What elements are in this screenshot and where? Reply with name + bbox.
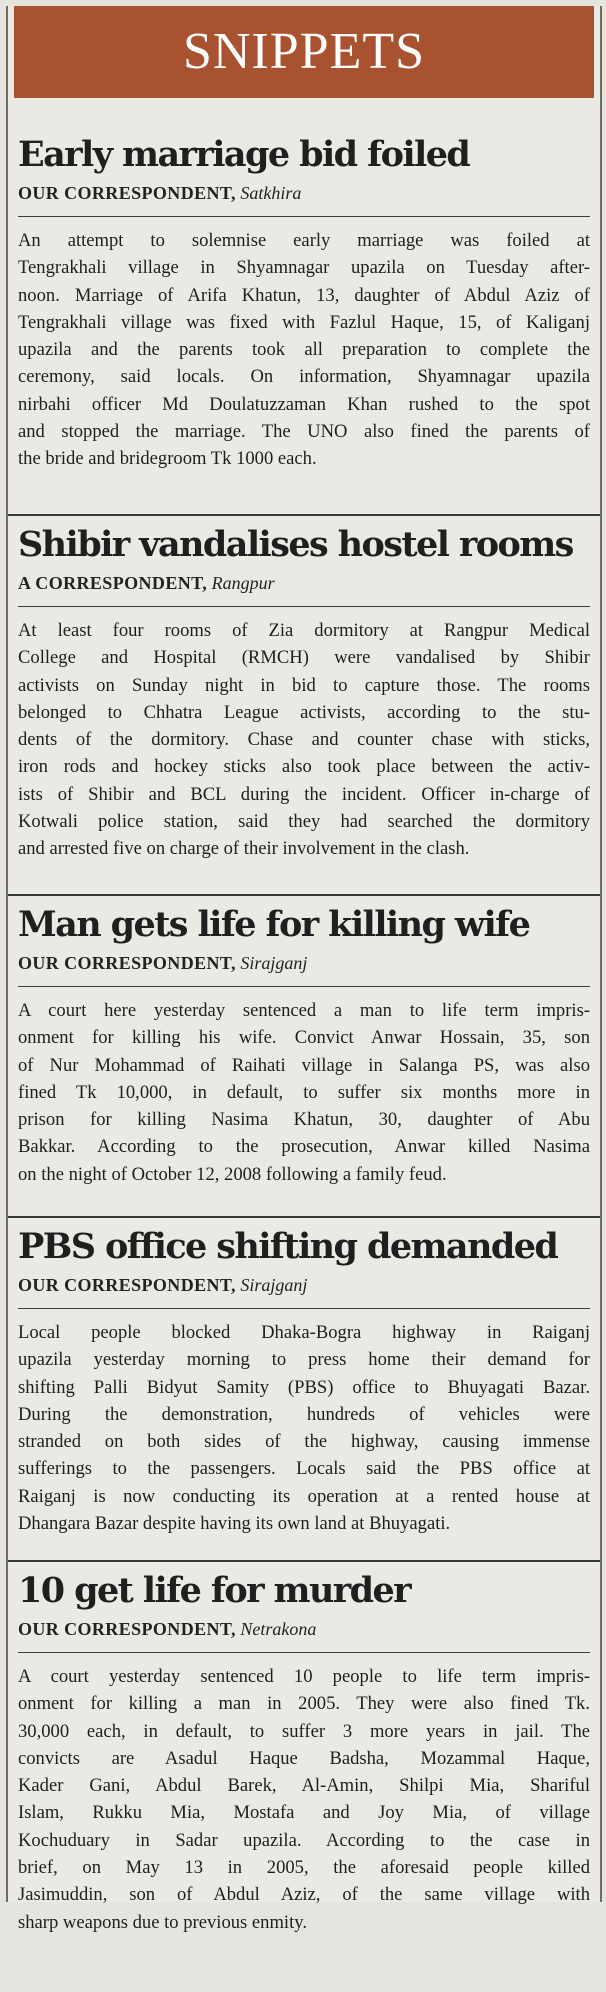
body-line: 30,000 each, in default, to suffer 3 more years in jail. The: [18, 1720, 590, 1742]
body-line: A court here yesterday sentenced a man to life term impris-: [18, 1000, 590, 1021]
body-line: activists on Sunday night in bid to capture those. The rooms: [18, 674, 590, 696]
body-line: on the night of October 12, 2008 following a family feud.: [18, 1163, 447, 1185]
body-line: shifting Palli Bidyut Samity (PBS) office to Bhuyagati Bazar.: [18, 1376, 590, 1398]
body-line: College and Hospital (RMCH) were vandalised by Shibir: [18, 647, 590, 669]
body-line: Tengrakhali village was fixed with Fazlul Haque, 15, of Kaliganj: [18, 311, 590, 333]
story-early-marriage: [8, 98, 600, 516]
byline-place: Rangpur: [211, 573, 275, 593]
byline-place: Sirajganj: [240, 953, 308, 973]
story-man-life-sentence: [8, 896, 600, 1218]
body-line: onment for killing a man in 2005. They were also fined Tk.: [18, 1693, 590, 1715]
body-line: noon. Marriage of Arifa Khatun, 13, daughter of Abdul Aziz of: [18, 284, 590, 306]
body-line: stranded on both sides of the highway, causing immense: [18, 1431, 590, 1453]
story-headline: 10 get life for murder: [18, 1570, 411, 1611]
story-body: [18, 607, 590, 863]
body-line: Kader Gani, Abdul Barek, Al-Amin, Shilpi Mia, Shariful: [18, 1775, 590, 1797]
story-byline: [18, 568, 590, 598]
body-line: Local people blocked Dhaka-Bogra highway in Raiganj: [18, 1322, 590, 1343]
snippets-page: [6, 6, 602, 1933]
story-ten-life-sentence: [8, 1562, 600, 1992]
body-line: At least four rooms of Zia dormitory at Rangpur Medical: [18, 620, 590, 641]
body-line: belonged to Chhatra League activists, according to the stu-: [18, 701, 590, 723]
story-headline: Early marriage bid foiled: [18, 134, 470, 175]
body-line: Islam, Rukku Mia, Mostafa and Joy Mia, of village: [18, 1802, 590, 1824]
body-line: upazila yesterday morning to press home their demand for: [18, 1349, 590, 1371]
story-body: [18, 217, 590, 473]
section-banner: [14, 6, 594, 98]
body-line: of Nur Mohammad of Raihati village in Salanga PS, was also: [18, 1054, 590, 1076]
body-line: brief, on May 13 in 2005, the aforesaid people killed: [18, 1857, 590, 1879]
body-line: prison for killing Nasima Khatun, 30, daughter of Abu: [18, 1109, 590, 1131]
byline-place: Sirajganj: [240, 1275, 308, 1295]
body-line: Tengrakhali village in Shyamnagar upazila on Tuesday after-: [18, 257, 590, 279]
story-byline: [18, 178, 590, 208]
story-byline: [18, 948, 590, 978]
body-line: During the demonstration, hundreds of vehicles were: [18, 1403, 590, 1425]
body-line: Bakkar. According to the prosecution, Anwar killed Nasima: [18, 1136, 590, 1158]
story-byline: [18, 1614, 590, 1644]
story-headline: Man gets life for killing wife: [18, 904, 530, 945]
body-line: Jasimuddin, son of Abdul Aziz, of the same village with: [18, 1884, 590, 1906]
byline-correspondent: OUR CORRESPONDENT,: [18, 1275, 236, 1295]
story-body: [18, 1653, 590, 1936]
body-line: onment for killing his wife. Convict Anwar Hossain, 35, son: [18, 1027, 590, 1049]
byline-correspondent: OUR CORRESPONDENT,: [18, 953, 236, 973]
byline-correspondent: OUR CORRESPONDENT,: [18, 183, 236, 203]
body-line: Kotwali police station, said they had searched the dormitory: [18, 811, 590, 833]
body-line: A court yesterday sentenced 10 people to life term impris-: [18, 1666, 590, 1687]
story-byline: [18, 1270, 590, 1300]
body-line: ists of Shibir and BCL during the incident. Officer in-charge of: [18, 783, 590, 805]
body-line: Kochuduary in Sadar upazila. According to the case in: [18, 1829, 590, 1851]
story-shibir-vandalism: [8, 516, 600, 896]
body-line: upazila and the parents took all preparation to complete the: [18, 339, 590, 361]
body-line: Dhangara Bazar despite having its own land at Bhuyagati.: [18, 1513, 451, 1535]
byline-place: Netrakona: [240, 1619, 317, 1639]
section-title: SNIPPETS: [182, 23, 426, 80]
story-body: [18, 987, 590, 1188]
body-line: and arrested five on charge of their involvement in the clash.: [18, 838, 470, 860]
body-line: fined Tk 10,000, in default, to suffer six months more in: [18, 1081, 590, 1103]
body-line: Raiganj is now conducting its operation at a rented house at: [18, 1485, 590, 1507]
body-line: sufferings to the passengers. Locals said the PBS office at: [18, 1458, 590, 1480]
body-line: An attempt to solemnise early marriage was foiled at: [18, 230, 590, 251]
body-line: the bride and bridegroom Tk 1000 each.: [18, 448, 317, 470]
body-line: and stopped the marriage. The UNO also fined the parents of: [18, 421, 590, 443]
body-line: ceremony, said locals. On information, Shyamnagar upazila: [18, 366, 590, 388]
story-headline: Shibir vandalises hostel rooms: [18, 524, 573, 565]
byline-place: Satkhira: [240, 183, 302, 203]
body-line: sharp weapons due to previous enmity.: [18, 1911, 308, 1933]
byline-correspondent: A CORRESPONDENT,: [18, 573, 208, 593]
body-line: iron rods and hockey sticks also took place between the activ-: [18, 756, 590, 778]
story-pbs-office: [8, 1218, 600, 1562]
body-line: convicts are Asadul Haque Badsha, Mozammal Haque,: [18, 1747, 590, 1769]
byline-correspondent: OUR CORRESPONDENT,: [18, 1619, 236, 1639]
story-body: [18, 1309, 590, 1537]
story-headline: PBS office shifting demanded: [18, 1226, 558, 1267]
body-line: dents of the dormitory. Chase and counter chase with sticks,: [18, 729, 590, 751]
body-line: nirbahi officer Md Doulatuzzaman Khan rushed to the spot: [18, 393, 590, 415]
